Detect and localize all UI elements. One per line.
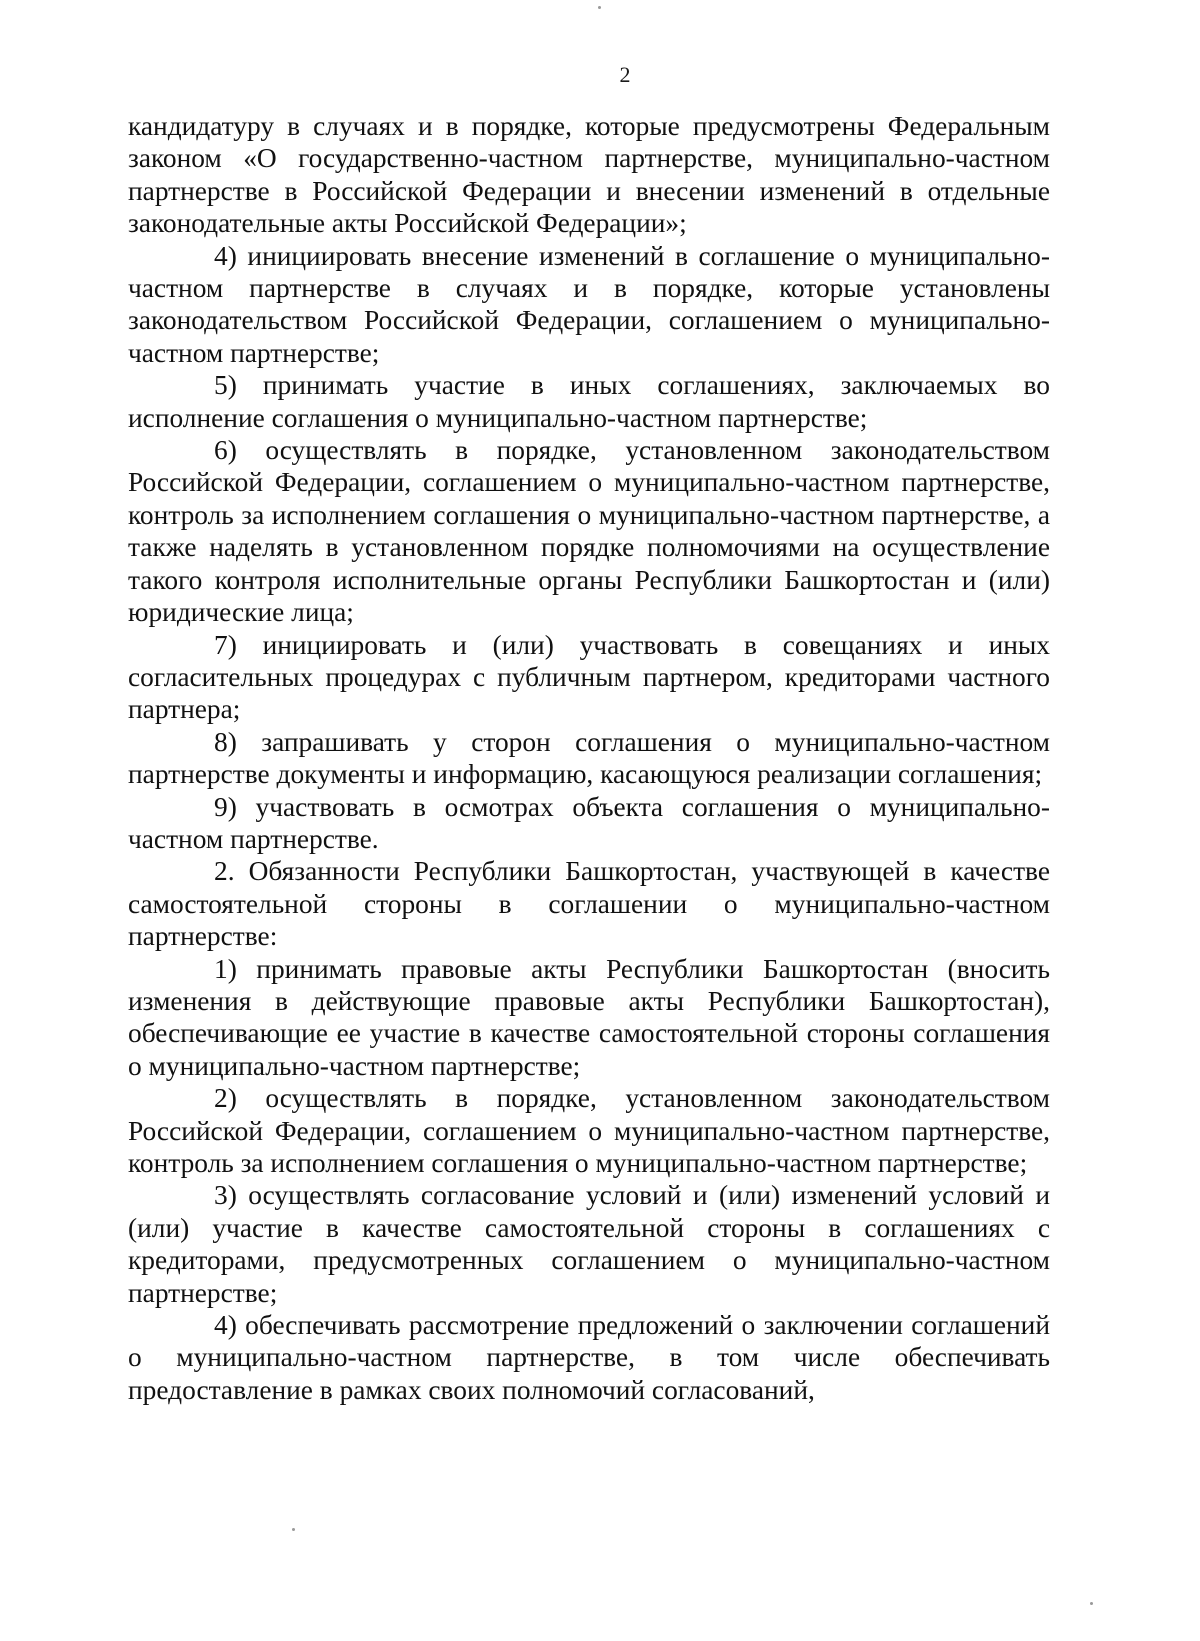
paragraph-item-9: 9) участвовать в осмотрах объекта соглашения о муниципально-частном партнерстве.: [128, 791, 1050, 854]
paragraph-duty-3: 3) осуществлять согласование условий и (или) изменений условий и (или) участие в качестве самостоятельной стороны в соглашениях с кредиторами, предусмотренных соглашением о муниципально-частном партнерстве;: [128, 1180, 1050, 1308]
page-number: 2: [619, 62, 631, 87]
paragraph-duty-1: 1) принимать правовые акты Республики Башкортостан (вносить изменения в действующие правовые акты Республики Башкортостан), обеспечивающие ее участие в качестве самостоятельной стороны соглашения о муниципально-частном партнерстве;: [128, 953, 1050, 1081]
paragraph-duty-2: 2) осуществлять в порядке, установленном законодательством Российской Федерации, соглашением о муниципально-частном партнерстве, контроль за исполнением соглашения о муниципально-частном партнерстве;: [128, 1083, 1050, 1178]
document-body: [128, 110, 1050, 1406]
paragraph-item-8: 8) запрашивать у сторон соглашения о муниципально-частном партнерстве документы и информацию, касающуюся реализации соглашения;: [128, 726, 1050, 790]
paragraph-duty-4: 4) обеспечивать рассмотрение предложений о заключении соглашений о муниципально-частном партнерстве, в том числе обеспечивать предоставление в рамках своих полномочий согласований,: [128, 1310, 1050, 1405]
scan-speck: [598, 6, 601, 9]
paragraph-item-4: 4) инициировать внесение изменений в соглашение о муниципально-частном партнерстве в случаях и в порядке, которые установлены законодательством Российской Федерации, соглашением о муниципально-частном партнерстве;: [128, 240, 1050, 368]
paragraph-item-5: 5) принимать участие в иных соглашениях, заключаемых во исполнение соглашения о муниципально-частном партнерстве;: [128, 370, 1050, 433]
scan-speck: [292, 1528, 295, 1531]
paragraph-item-6: 6) осуществлять в порядке, установленном законодательством Российской Федерации, соглашением о муниципально-частном партнерстве, контроль за исполнением соглашения о муниципально-частном партнерстве, а также наделять в установленном порядке полномочиями на осуществление такого контроля исполнительные органы Республики Башкортостан и (или) юридические лица;: [128, 435, 1050, 628]
paragraph-continuation: кандидатуру в случаях и в порядке, которые предусмотрены Федеральным законом «О государственно-частном партнерстве, муниципально-частном партнерстве в Российской Федерации и внесении изменений в отдельные законодательные акты Российской Федерации»;: [128, 111, 1050, 239]
paragraph-item-7: 7) инициировать и (или) участвовать в совещаниях и иных согласительных процедурах с публичным партнером, кредиторами частного партнера;: [128, 629, 1050, 725]
paragraph-section-2: 2. Обязанности Республики Башкортостан, участвующей в качестве самостоятельной стороны в соглашении о муниципально-частном партнерстве:: [128, 856, 1050, 952]
scan-speck: [1090, 1602, 1093, 1605]
